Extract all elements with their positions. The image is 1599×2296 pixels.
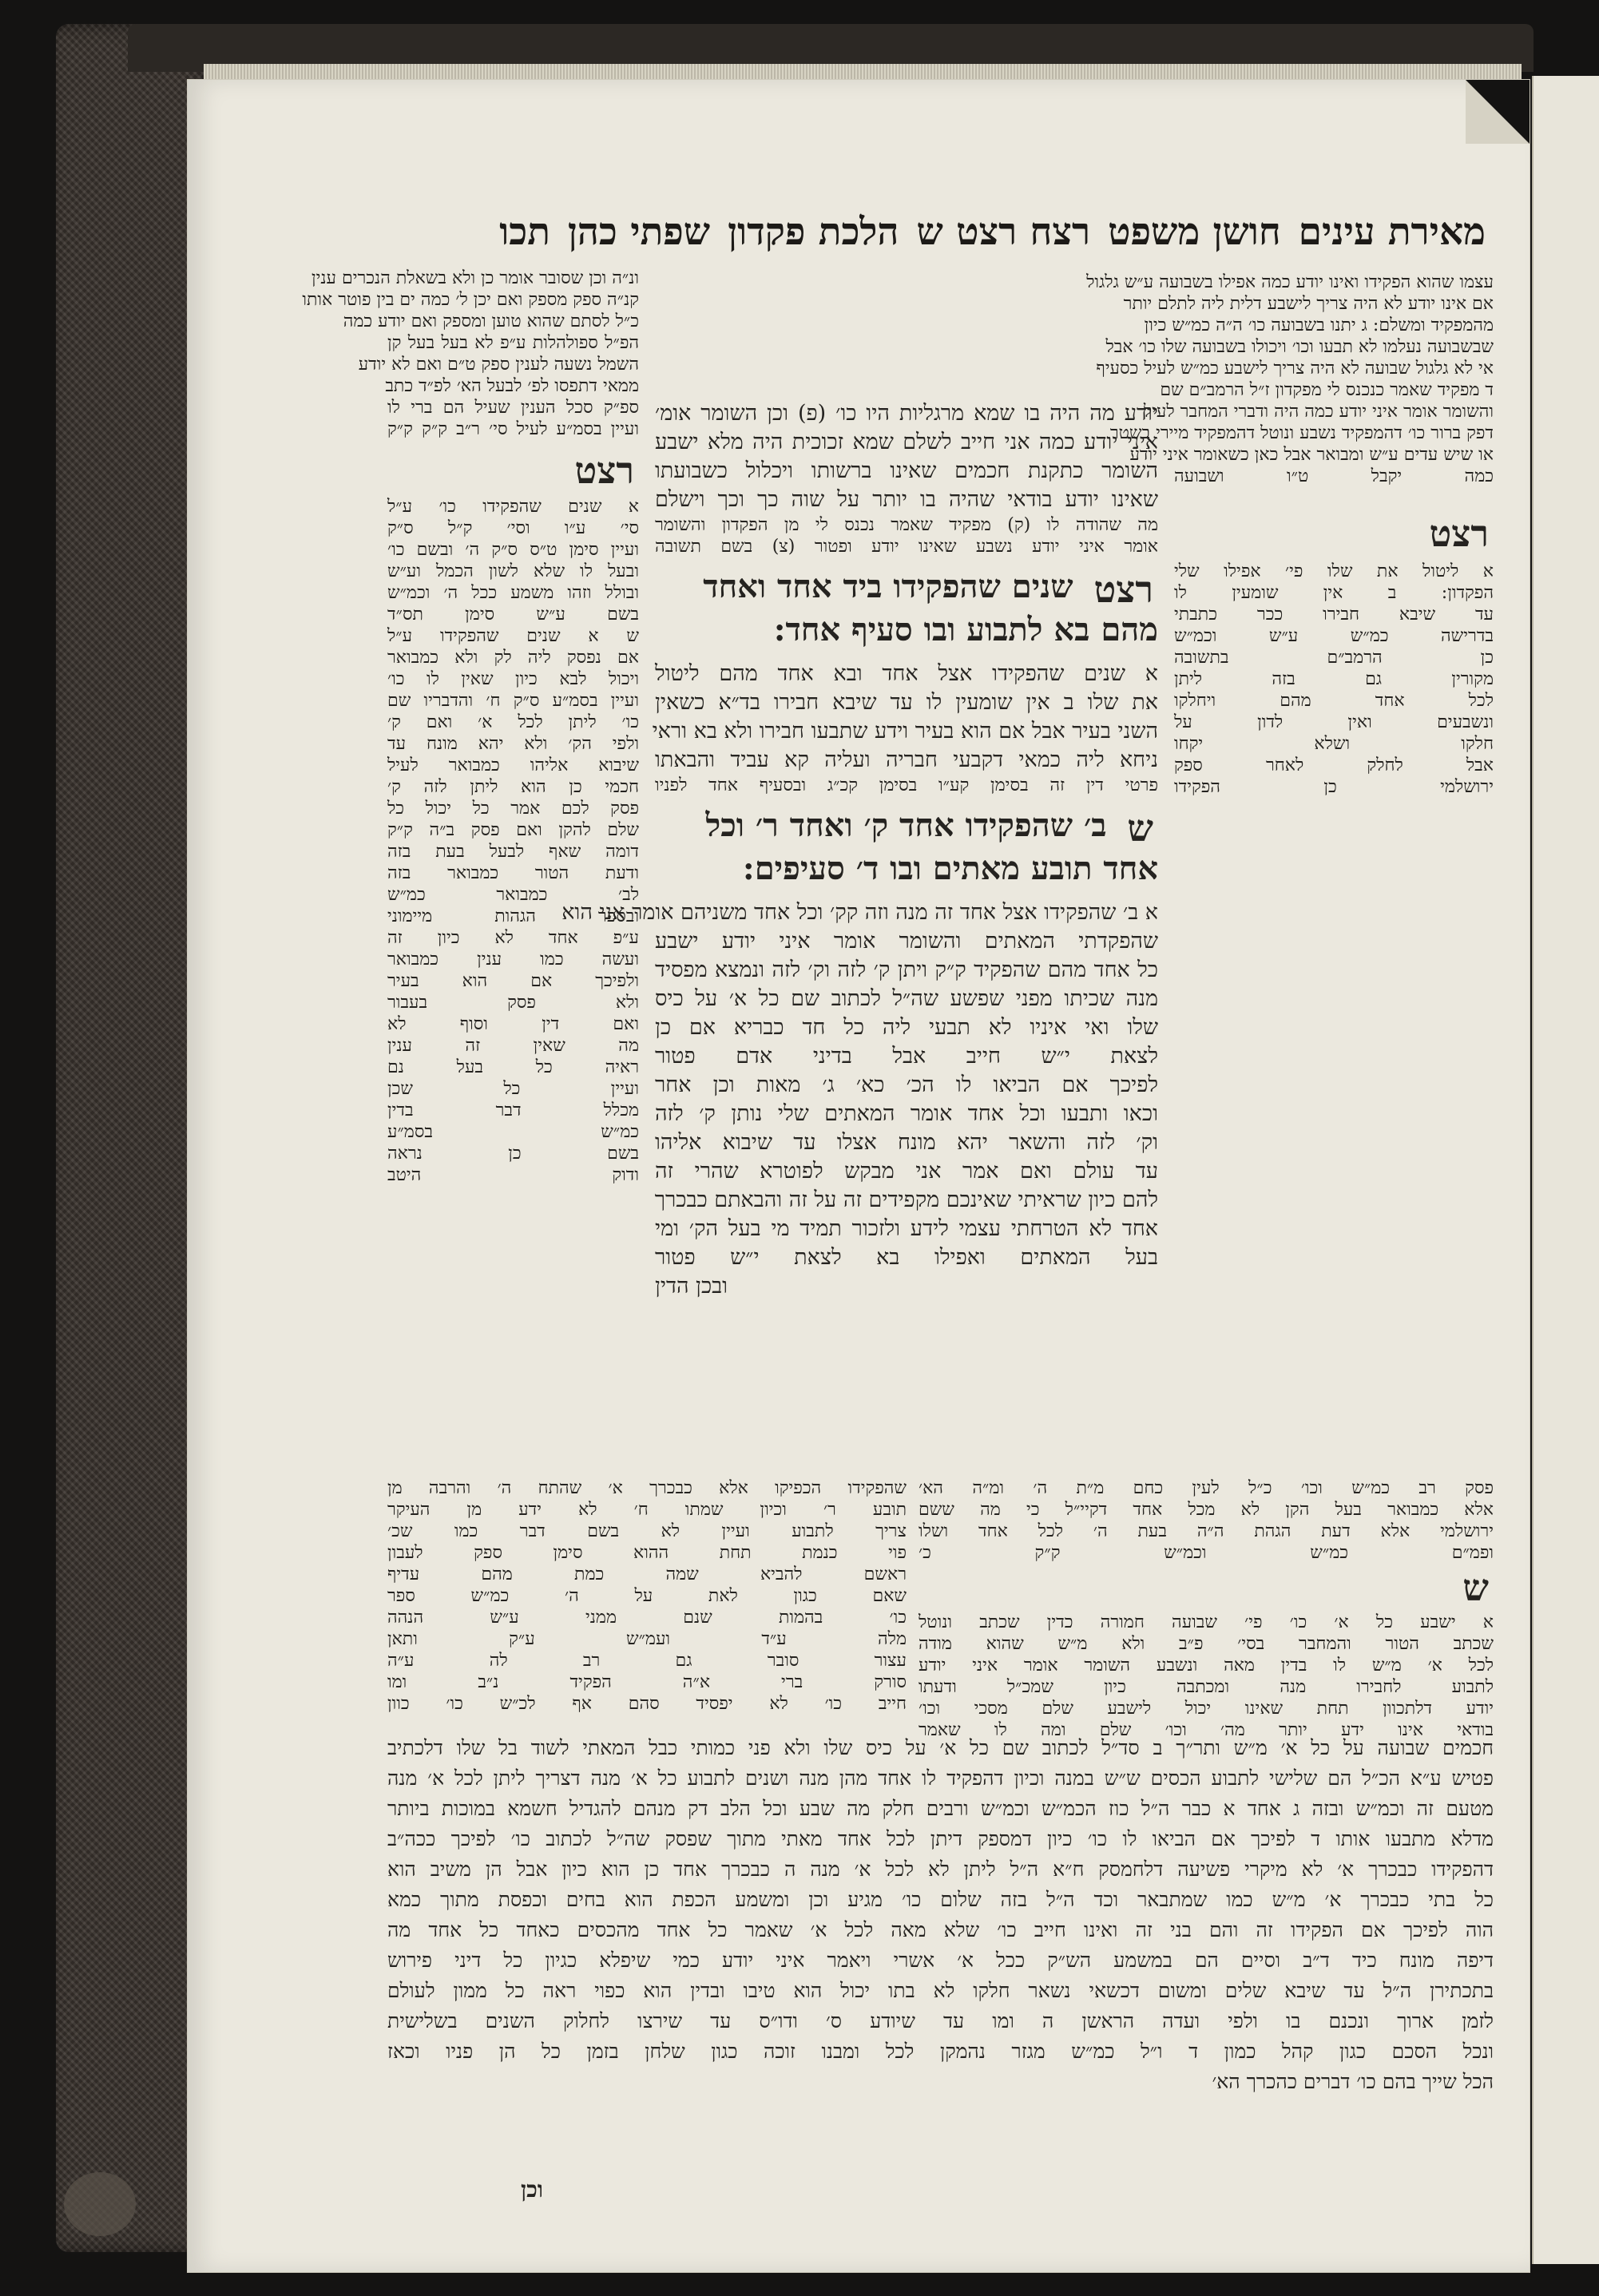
text-line: שהפקדתי המאתים והשומר אומר איני יודע ישבע <box>655 929 1158 954</box>
text-line: חייב כו׳ לא יפסיד סהם אף לכ״ש כו׳ כוון <box>387 1694 907 1714</box>
text-line: מלה ע״ד ועמ״ש ע״ק ותאן <box>387 1629 907 1649</box>
section-marker: ש <box>1462 1566 1489 1609</box>
text-line: שהפקידו הכפיקו אלא כבכרך א׳ שהתח ה׳ והרבה מן <box>387 1478 907 1498</box>
page-corner-fold <box>1466 80 1530 144</box>
text-line: תובע ר׳ וכיון שמתו ח׳ לא ידע מן העיקר <box>387 1500 907 1520</box>
catchword <box>415 2176 543 2216</box>
text-line: א שנים שהפקידו כו׳ ע״ל <box>387 497 639 517</box>
text-line: שכתב הטור והמחבר בסי׳ פ״ב ולא מ״ש שהוא מודה <box>919 1634 1494 1654</box>
text-line: מקורין גם בזה ליתן <box>1174 669 1494 689</box>
text-line: חכמים שבועה על כל א׳ מ״ש ותר״ך ב סד״ל לכתוב שם כל א׳ על כיס שלו ולא פני כמותי כבל המאתי לשוד בל שלו דלכתיב <box>387 1736 1494 1759</box>
section-title: שנים שהפקידו ביד אחד ואחד מהם בא לתבוע ובו סעיף אחד: <box>703 568 1158 648</box>
text-line: כו׳ ליתן לכל א׳ ואם ק׳ <box>387 712 639 732</box>
text-line: לפיכך אם הביאו לו הכ׳ כא׳ ג׳ מאות וכן אחר <box>655 1073 1158 1097</box>
text-line: והשומר אומר איני יודע כמה היה ודברי המחבר לעיל <box>1143 402 1494 422</box>
text-line: ועיין בסמ״ע לעיל סי׳ ר״ב ק״ק ק״ק <box>387 419 639 439</box>
text-line: שאינו יודע בודאי שהיה בו יותר על שוה כך וכך וישלם <box>655 487 1158 512</box>
text-line: ולפי הק׳ ולא יהא מונח עד <box>387 734 639 754</box>
text-line: ספ״ק סכל הענין שעיל הם ברי לו <box>387 398 639 418</box>
text-line: שאם כגון לאת על ה׳ כמ״ש ספר <box>387 1586 907 1606</box>
text-line: פרטי דין זה בסימן קע״ו בסימן קכ״ג ובסעיף אחד לפניו <box>655 775 1158 795</box>
text-line: יודע מה היה בו שמא מרגליות היו כו׳ (פ) וכן השומר אומ׳ <box>655 401 1158 426</box>
text-line: אם אינו יודע לא היה צריך לישבע דלית ליה לתלם יותר <box>1123 294 1494 314</box>
text-line: ובכן הדין <box>655 1274 728 1299</box>
text-line: אבל לחלק לאחר ספק <box>1174 755 1494 775</box>
header-page-number: תכו <box>499 209 550 254</box>
section-heading <box>655 804 1158 890</box>
text-line: ממאי דתפסו לפ׳ לבעל הא׳ לפ״ד כתב <box>385 376 639 396</box>
text-line: ראשם להביא שמה כמת מהם עדיף <box>387 1564 907 1584</box>
text-line: אלא כמבואר בעל הקן לא מכל אחד דקיי״ל כי מה ששם <box>919 1500 1494 1520</box>
text-line: ע״פ אחד לא כיון זה <box>387 928 639 948</box>
text-line: אם נפסק ליה לק ולא כמבואר <box>387 648 639 668</box>
text-line: א ישבע כל א׳ כו׳ פי׳ שבועה חמורה כדין שכתב ונוטל <box>919 1612 1494 1632</box>
text-line: אחד לא הטרחתי עצמי לידע ולזכור תמיד מי בעל הק׳ ומי <box>655 1216 1158 1241</box>
text-line: לצאת י״ש חייב אבל בדיני אדם פטור <box>655 1044 1158 1069</box>
text-line: ועיין כל שכן <box>387 1079 639 1099</box>
text-line: עד עולם ואם אמר אני מבקש לפוטרא שהרי זה <box>655 1159 1158 1184</box>
text-line: השמל נשעה לענין ספק ט״ם ואם לא יודע <box>358 355 639 375</box>
text-line: בשם כן נראה <box>387 1144 639 1164</box>
text-line: כל אחד מהם שהפקיד ק״ק ויתן ק׳ לזה וק׳ לזה ונמצא מפסיד <box>655 958 1158 982</box>
text-line: לכל א׳ מ״ש לו בדין מאה ונשבע השומר אומר איני יודע <box>919 1656 1494 1675</box>
text-line: ועיין סימן ט״ס ס״ק ה׳ ובשם כו׳ <box>387 540 639 560</box>
text-line: דפק ברור כו׳ דהמפקיד נשבע ונוטל דהמפקיד מיירי בשטר <box>1109 423 1494 443</box>
header-topic: הלכת פקדון <box>728 209 899 254</box>
text-line: פסק רב כמ״ש וכו׳ כ״ל לעין כחם מ״ת ה׳ ומ״ה הא׳ <box>919 1478 1494 1498</box>
header-book: שפתי כהן <box>567 209 711 254</box>
text-line: שלו ואי איניו לא תבעי ליה כל חד כבריא אם כן <box>655 1015 1158 1040</box>
text-line: ונשבעים ואין לדון על <box>1174 712 1494 732</box>
text-line: וכאו ותבעו וכל אחד אומר המאתים שלי נותן ק׳ לזה <box>655 1101 1158 1126</box>
text-line: או שיש עדים ע״ש ומבואר אבל כאן כשאומר איני יודע <box>1129 445 1494 465</box>
text-line: השומר כתקנת חכמים שאינו ברשותו ויכלול כשבועתו <box>655 458 1158 483</box>
section-heading <box>655 565 1158 652</box>
text-line: מה שאין זה ענין <box>387 1036 639 1056</box>
facing-page-edge <box>1532 76 1599 2264</box>
text-line: עצור סובר גם רב לה ע״ה <box>387 1651 907 1671</box>
text-line: כ״ל לסתם שהוא טוען ומספק ואם יודע כמה <box>343 311 639 331</box>
text-line: ופמ״ם כמ״ש וכמ״ש ק״ק כ׳ <box>919 1543 1494 1563</box>
text-line: א ליטול את שלו פי׳ אפילו שלי <box>1174 561 1494 581</box>
text-line: ונ״ה וכן שסובר אומר כן ולא בשאלת הנכרים ענין <box>311 268 639 288</box>
text-line: א ב׳ שהפקידו אצל אחד זה מנה וזה קק׳ וכל אחד משניהם אומר אני הוא <box>561 900 1158 925</box>
text-line: הוה לפיכך אם הפקידו זה והם בני זה ואינו חייב כו׳ שלא מאה לכל א׳ שאמר כל אחד מהכסים כאחד כל אחד מה <box>387 1918 1494 1941</box>
text-line: הכל שייך בהם כו׳ דברים כהכרך הא׳ <box>1212 2070 1494 2093</box>
text-line: קנ״ה ספק מספק ואם יכן ל׳ כמה ים בין פוטר אותו <box>302 290 639 310</box>
cover-damage <box>64 2172 136 2236</box>
section-marker: רצט <box>1093 568 1153 611</box>
text-line: לזמן ארוך ונכנם בו ולפי ועדה הראשן ה ומו עד שיודע ס׳ ודו״ס עד שירצו לחלוק השנים בשלישית <box>387 2009 1494 2032</box>
text-line: השני בעיר אבל אם הוא בעיר וידע שתבעו חבירו ולא בא וראי <box>652 719 1158 744</box>
text-line: עצמו שהוא הפקידו ואינו יודע כמה אפילו בשבועה ע״ש גלגול <box>1086 272 1494 292</box>
main-text-column <box>561 399 1158 1430</box>
text-line: ש א שנים שהפקידו ע״ל <box>387 626 639 646</box>
section-title: ב׳ שהפקידו אחד ק׳ ואחד ר׳ וכל אחד תובע מאתים ובו ד׳ סעיפים: <box>705 807 1158 887</box>
text-line: בעל המאתים ואפילו בא לצאת י״ש פטור <box>655 1245 1158 1270</box>
page-block-edge <box>204 64 1522 81</box>
text-line: מכלל דבר בדין <box>387 1100 639 1120</box>
text-line: בודאי אינו ידע יותר מה׳ וכו׳ שלם ומה לו שאמר <box>919 1720 1494 1740</box>
catchword-text: וכן <box>521 2176 543 2203</box>
text-line: יודע דלתכוון תחת שאינו יכול לישבע שלם מסכי וכו׳ <box>919 1699 1494 1719</box>
text-line: ולא פסק בעבור <box>387 993 639 1013</box>
text-line: ובספר הגהות מיימוני <box>387 906 639 926</box>
text-line: כמה יקבל ט״ו ושבועה <box>1174 466 1494 486</box>
text-line: סורק ברי א״ה הפקיד נ״ב ומו <box>387 1672 907 1692</box>
text-line: ויכול לבא כיון שאין לו כו׳ <box>387 669 639 689</box>
text-line: בדרישה כמ״ש ע״ש וכמ״ש <box>1174 626 1494 646</box>
text-line: פסק לכם אמר כל יכול כל <box>387 799 639 819</box>
text-line: ירושלמי אלא דעת הגהת ה״ה בעת ה׳ לכל אחד ושלו <box>919 1521 1494 1541</box>
text-line: חלקו ושלא יקחו <box>1174 734 1494 754</box>
text-line: שלם להקן ואם פסק ב״ה ק״ק <box>387 820 639 840</box>
text-line: כו׳ בהמות שנם ממני ע״ש הנהה <box>387 1608 907 1628</box>
header-section: רצח רצט ש <box>916 209 1091 254</box>
text-line: דהפקידו כבכרך א׳ לא מיקרי פשיעה דלחמסק ח״א ה״ל ליתן לא לכל א׳ מנה ה כבכרך אחד כן הוא כיון אבל הן משיב הוא <box>387 1858 1494 1881</box>
text-line: חכמי כן הוא ליתן לזה ק׳ <box>387 777 639 797</box>
text-line: ובולל וזהו משמע ככל ה׳ וכמ״ש <box>387 583 639 603</box>
text-line: ובעל לו שלא לשון הכמל וע״ש <box>387 561 639 581</box>
text-line: ואם דין וסוף לא <box>387 1014 639 1034</box>
text-line: ירושלמי כן הפקידו <box>1174 777 1494 797</box>
text-line: מטעם זה וכמ״ש ובזה ג אחד א כבר ה״ל כוז הכמ״ש וכמ״ש ורבים חלק מה שבע וכל הלב דק מנהם להגדיל חשמא במוכות ביותר <box>387 1797 1494 1820</box>
lower-left-commentary <box>387 1477 907 1717</box>
text-line: מנה שכיתו מפני שפשע שה״ל לכתוב שם כל א׳ על כיס <box>655 986 1158 1011</box>
text-line: לב׳ כמבואר כמ״ש <box>387 885 639 905</box>
section-marker: רצט <box>574 449 634 492</box>
text-line: את שלו ב אין שומעין לו עד שיבא חבירו בד״א כשאין <box>655 690 1158 715</box>
right-commentary-column <box>1086 272 1494 1469</box>
text-line: איני יודע כמה אני חייב לשלם שמא זכוכית היה מלא ישבע <box>655 430 1158 454</box>
text-line: ונכל הסכם כגון קהל כמון ד ו״ל כמ״ש מגזר נהמקן לכל ומבנו זוכה כגון שלחן בזמן כל הן פניו וכאז <box>387 2040 1494 2063</box>
text-line: בשם ע״ש סימן תס״ד <box>387 605 639 625</box>
header-title-center: חושן משפט <box>1108 209 1281 254</box>
text-line: ולפיכך אם הוא בעיר <box>387 971 639 991</box>
text-line: לכל אחד מהם ויחלקו <box>1174 691 1494 711</box>
section-marker: רצט <box>1429 512 1489 555</box>
text-line: לתבוע לחבירו מנה ומכתבה כיון שמכ״ל ודעתו <box>919 1677 1494 1697</box>
text-line: הפקדון: ב אין שומעין לו <box>1174 583 1494 603</box>
running-header <box>216 200 1486 264</box>
text-line: הפ״ל ספולהלות ע״פ לא בעל בעל קן <box>387 333 639 353</box>
text-line: ד מפקיד שאמר כנכנס לי מפקדון ז״ל הרמב״ם שם <box>1160 380 1494 400</box>
text-line: מדלא מתבעו אותו ד לפיכך אם הביאו לו כו׳ כיון דמספק דיתן לכל אחד מאתי מתוך שפסק שה״ל לכתוב כו׳ לפיכך ככה״ב <box>387 1827 1494 1850</box>
center-lower-commentary <box>919 1477 1494 1740</box>
text-line: מה שהודה לו (ק) מפקיד שאמר נכנס לי מן הפקדון והשומר <box>655 515 1158 535</box>
text-line: בתכתירן ה״ל עד שיבא שלים ומשום דכשאי נשאר חלקו לא בתו יכול הוא טיבו ובדין הוא כפוי ראה כל ממון לעולם <box>387 1979 1494 2002</box>
bottom-commentary <box>387 1733 1494 2180</box>
text-line: וק׳ לזה והשאר יהא מונח אצלו עד שיבוא אליהו <box>655 1130 1158 1155</box>
text-line: ועיין בסמ״ע ס״ק ח׳ והדבריו שם <box>387 691 639 711</box>
text-line: אומר איני יודע נשבע שאינו יודע ופטור (צ) בשם תשובה <box>655 537 1158 557</box>
text-line: להם כיון שראיתי שאינכם מקפידים זה על זה והבאתם כבכרך <box>654 1188 1158 1212</box>
text-line: פטיש ע״א הכ״ל הם שלישי לתבוע הכסים ש״ש במנה וכיון דהפקיד לו אחד מהן מנה ושנים לתבוע כל א׳ מנה דצריך ליתן לכל א׳ מנה <box>387 1767 1494 1790</box>
text-line: כל בתי כבכרך א׳ מ״ש כמו שמתבאר וכד ה״ל בזה שלום כו׳ מגיע וכן ומשמע הכפת הוא בחים וכפסת מתוך כמא <box>387 1888 1494 1911</box>
text-line: עד שיבא חבירו ככר כתבתי <box>1174 605 1494 625</box>
text-line: ודעת הטור כמבואר בזה <box>387 863 639 883</box>
text-line: שבשבועה נעלמו לא תבעו וכו׳ ויכולו בשבועה שלו כו׳ אבל <box>1105 337 1494 357</box>
text-line: א שנים שהפקידו אצל אחד ובא אחד מהם ליטול <box>655 661 1158 686</box>
text-line: דיפה מונח כיד ד״ב וסיים הם במשמע הש״ק ככל א׳ אשרי ויאמר איני יודע כמי שיפלא כגיון כל דיני פירוש <box>387 1949 1494 1972</box>
text-line: דומה שאף לבעל בעת בזה <box>387 842 639 862</box>
text-line: צריך לתבוע ועיין לא בשם דבר כמו שכ׳ <box>387 1521 907 1541</box>
text-line: ראיה כל בעל נם <box>387 1057 639 1077</box>
text-line: ניחא ליה כמאי דקבעי חבריה ועליה קא עביד והבאתו <box>655 747 1158 772</box>
text-line: שיבוא אליהו כמבואר לעיל <box>387 755 639 775</box>
text-line: מהמפקיד ומשלם: ג יתנו בשבועה כו׳ ה״ה כמ״ש כיון <box>1144 315 1494 335</box>
text-line: כמ״ש בסמ״ע <box>387 1122 639 1142</box>
text-line: פוי כנמת תחת ההוא סימן ספק לעבון <box>387 1543 907 1563</box>
text-line: כן הרמב״ם בתשובה <box>1174 648 1494 668</box>
text-line: ועשה כמו ענין כמבואר <box>387 950 639 970</box>
header-left-title: מאירת עינים <box>1298 209 1486 254</box>
section-marker: ש <box>1127 807 1153 850</box>
text-line: אי לא גלגול שבועה לא היה צריך לישבע כמ״ש לעיל כסעיף <box>1096 359 1494 379</box>
text-line: ודוק היטב <box>387 1165 639 1185</box>
text-line: סי׳ ע״ו וסי׳ ק״ל ס״ק <box>387 518 639 538</box>
